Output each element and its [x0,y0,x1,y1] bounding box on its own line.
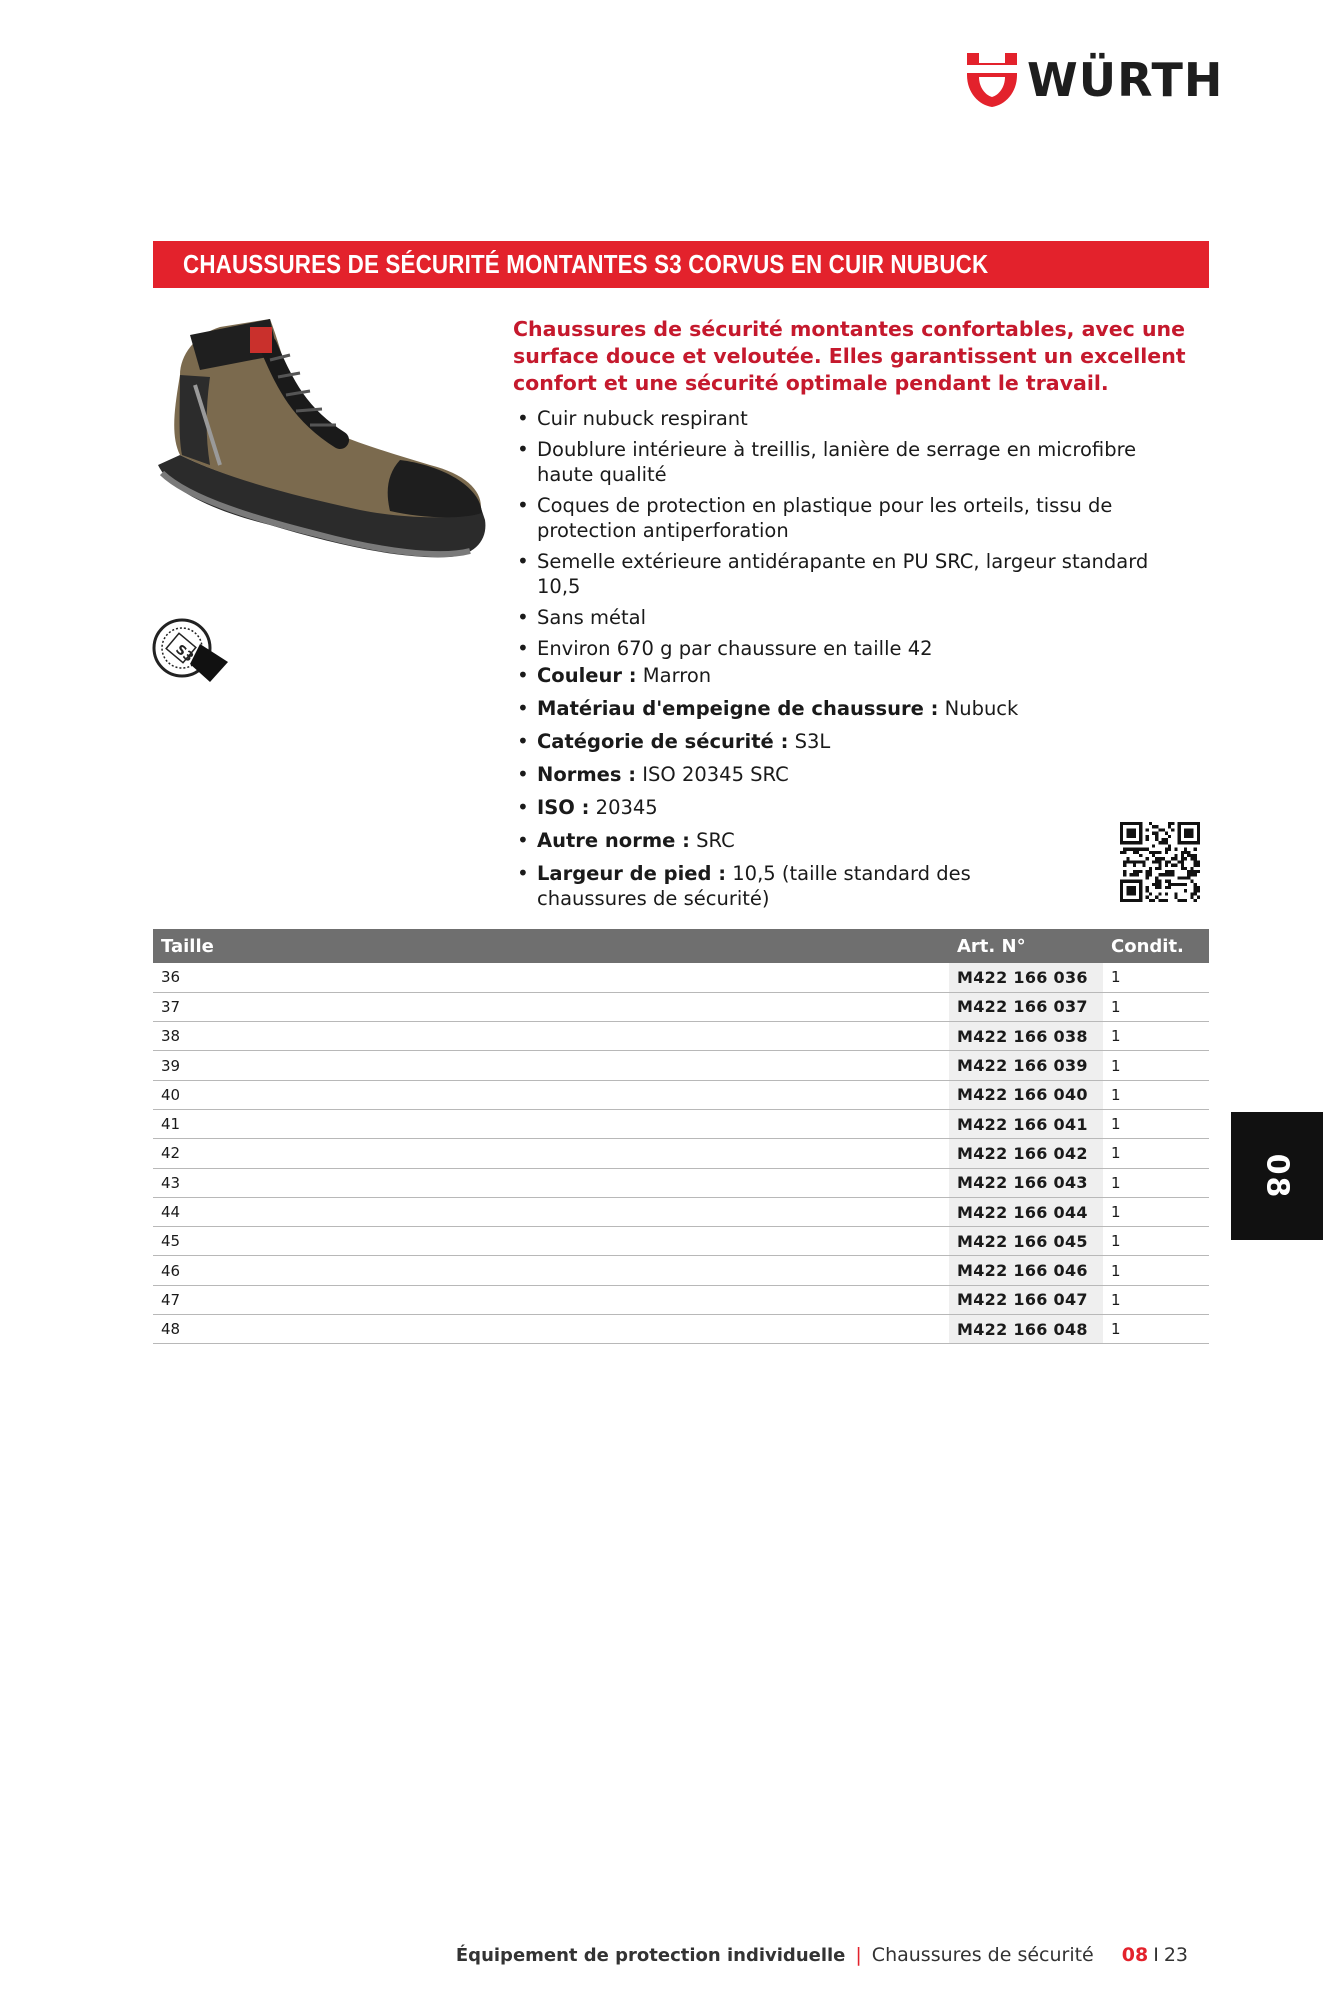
cell-art-no: M422 166 044 [949,1197,1103,1226]
cell-art-no: M422 166 040 [949,1080,1103,1109]
cell-size: 43 [153,1168,949,1197]
spec-foot-width [515,861,1085,911]
cell-art-no: M422 166 037 [949,992,1103,1021]
cell-size: 36 [153,963,949,992]
qr-code-icon [1120,822,1200,902]
spec-value: 20345 [589,796,658,819]
cell-packaging: 1 [1103,1022,1209,1051]
footer-section: Chaussures de sécurité [871,1944,1094,1966]
spec-label: ISO : [537,796,590,819]
cell-packaging: 1 [1103,1285,1209,1314]
cell-size: 42 [153,1139,949,1168]
product-title: CHAUSSURES DE SÉCURITÉ MONTANTES S3 CORVUS EN CUIR NUBUCK [183,249,989,279]
spec-value: SRC [689,829,735,852]
table-row [153,1227,1209,1256]
feature-item: • Doublure intérieure à treillis, lanière de serrage en microfibre haute qualité [515,437,1195,487]
product-title-bar [153,241,1209,288]
s3-certification-badge [150,616,232,684]
cell-packaging: 1 [1103,992,1209,1021]
table-row [153,1168,1209,1197]
cell-packaging: 1 [1103,1080,1209,1109]
cell-size: 46 [153,1256,949,1285]
cell-art-no: M422 166 041 [949,1109,1103,1138]
feature-item: • Sans métal [515,605,1195,630]
footer-category: Équipement de protection individuelle [455,1945,846,1966]
s3-badge-icon [150,616,232,684]
cell-size: 45 [153,1227,949,1256]
table-row [153,1051,1209,1080]
cell-packaging: 1 [1103,1168,1209,1197]
spec-label: Largeur de pied : [537,862,727,885]
wurth-logo-icon [967,53,1017,107]
size-table [153,929,1209,1344]
spec-label: Autre norme : [537,829,690,852]
header-packaging: Condit. [1103,929,1209,963]
cell-art-no: M422 166 045 [949,1227,1103,1256]
cell-packaging: 1 [1103,963,1209,992]
spec-safety-category [515,729,1195,754]
footer-chapter: 08 [1121,1944,1149,1966]
product-intro: Chaussures de sécurité montantes confortables, avec une surface douce et veloutée. Elles garantissent un excellent confort et une sécurité optimale pendant le travail. [513,317,1186,395]
cell-size: 48 [153,1315,949,1344]
product-image [150,315,490,573]
cell-packaging: 1 [1103,1315,1209,1344]
qr-code[interactable] [1120,822,1200,902]
cell-packaging: 1 [1103,1051,1209,1080]
cell-packaging: 1 [1103,1109,1209,1138]
table-row [153,1109,1209,1138]
wurth-logo [967,52,1224,107]
table-row [153,1022,1209,1051]
cell-art-no: M422 166 038 [949,1022,1103,1051]
cell-packaging: 1 [1103,1256,1209,1285]
footer-separator: | [855,1944,862,1966]
table-row [153,1315,1209,1344]
spec-value: 10,5 (taille standard des chaussures de sécurité) [537,862,971,910]
table-header-row [153,929,1209,963]
safety-boot-icon [150,315,490,573]
footer-page-number: 23 [1163,1944,1188,1966]
cell-art-no: M422 166 048 [949,1315,1103,1344]
spec-other-standard [515,828,1195,853]
table-row [153,1256,1209,1285]
cell-art-no: M422 166 047 [949,1285,1103,1314]
spec-value: ISO 20345 SRC [636,763,789,786]
cell-size: 40 [153,1080,949,1109]
cell-size: 39 [153,1051,949,1080]
cell-art-no: M422 166 042 [949,1139,1103,1168]
feature-item: • Cuir nubuck respirant [515,406,1195,431]
spec-label: Normes : [537,763,637,786]
header-art-no: Art. N° [949,929,1103,963]
cell-size: 41 [153,1109,949,1138]
table-row [153,992,1209,1021]
cell-art-no: M422 166 036 [949,963,1103,992]
cell-size: 37 [153,992,949,1021]
footer-page-separator: I [1153,1944,1159,1966]
feature-item: • Semelle extérieure antidérapante en PU SRC, largeur standard 10,5 [515,549,1195,599]
table-body [153,963,1209,1344]
cell-art-no: M422 166 046 [949,1256,1103,1285]
feature-list [515,406,1195,919]
cell-size: 47 [153,1285,949,1314]
chapter-tab [1231,1112,1323,1240]
chapter-tab-label: 08 [1259,1153,1295,1199]
cell-packaging: 1 [1103,1227,1209,1256]
spec-upper-material [515,696,1195,721]
spec-label: Couleur : [537,664,637,687]
spec-value: S3L [788,730,831,753]
spec-value: Marron [636,664,712,687]
feature-item: • Coques de protection en plastique pour les orteils, tissu de protection antiperforation [515,493,1195,543]
cell-size: 44 [153,1197,949,1226]
table-row [153,1139,1209,1168]
cell-size: 38 [153,1022,949,1051]
table-row [153,1285,1209,1314]
spec-value: Nubuck [938,697,1019,720]
spec-iso [515,795,1195,820]
page-footer [456,1944,1188,1966]
cell-packaging: 1 [1103,1139,1209,1168]
table-row [153,1197,1209,1226]
table-row [153,963,1209,992]
spec-label: Catégorie de sécurité : [537,730,789,753]
header-size: Taille [153,929,949,963]
cell-art-no: M422 166 039 [949,1051,1103,1080]
spec-label: Matériau d'empeigne de chaussure : [537,697,939,720]
feature-item: • Environ 670 g par chaussure en taille 42 [515,636,1195,661]
table-row [153,1080,1209,1109]
spec-color [515,663,1195,688]
cell-packaging: 1 [1103,1197,1209,1226]
brand-name: WÜRTH [1027,52,1224,107]
badge-label: S3 [172,642,197,666]
spec-standards [515,762,1195,787]
cell-art-no: M422 166 043 [949,1168,1103,1197]
